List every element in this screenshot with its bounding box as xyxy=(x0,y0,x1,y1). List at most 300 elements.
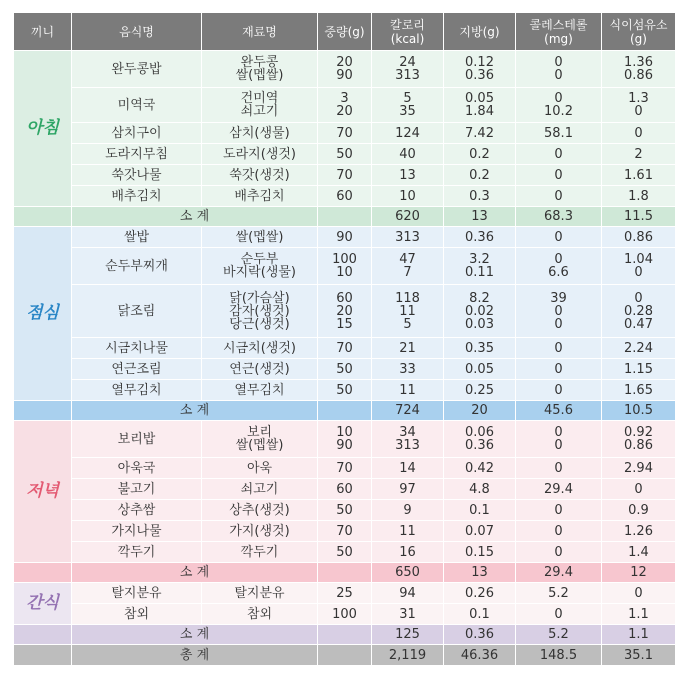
subtotal-fiber: 12 xyxy=(602,563,676,583)
subtotal-empty xyxy=(14,401,72,421)
ingredient-cell xyxy=(202,186,318,207)
ingredient-line: 바지락(생물) xyxy=(223,265,296,280)
fiber-cell xyxy=(602,88,676,123)
food-name: 쑥갓나물 xyxy=(72,165,202,186)
subtotal-row xyxy=(14,563,676,583)
fiber-value: 0.86 xyxy=(624,229,653,245)
fat-value: 0.07 xyxy=(465,523,494,539)
table-row xyxy=(14,421,676,458)
subtotal-label: 소 계 xyxy=(72,625,318,645)
calories-cell xyxy=(372,542,444,563)
ingredient-line: 참외 xyxy=(246,606,273,622)
fat-cell xyxy=(444,521,516,542)
ingredient-cell xyxy=(202,227,318,248)
weight-cell xyxy=(318,51,372,88)
ingredient-cell xyxy=(202,359,318,380)
fat-value: 0.1 xyxy=(469,606,490,622)
weight-cell xyxy=(318,186,372,207)
fiber-value: 2.94 xyxy=(624,460,653,476)
weight-cell xyxy=(318,521,372,542)
ingredient-line: 완두콩 xyxy=(240,55,279,70)
food-name: 가지나물 xyxy=(72,521,202,542)
table-row xyxy=(14,88,676,123)
fiber-value: 0 xyxy=(634,585,643,601)
cholesterol-value: 0 xyxy=(554,438,563,453)
meal-label xyxy=(14,227,72,401)
fat-value: 0.12 xyxy=(465,55,494,70)
calories-cell xyxy=(372,88,444,123)
fiber-cell xyxy=(602,583,676,604)
fiber-value: 1.4 xyxy=(628,544,649,560)
weight-value: 70 xyxy=(336,167,353,183)
weight-cell xyxy=(318,248,372,285)
fiber-value: 1.65 xyxy=(624,382,653,398)
fiber-cell xyxy=(602,123,676,144)
subtotal-label: 소 계 xyxy=(72,401,318,421)
ingredient-line: 깍두기 xyxy=(240,544,279,560)
table-row xyxy=(14,338,676,359)
meal-name: 점심 xyxy=(26,303,59,323)
subtotal-cholesterol: 45.6 xyxy=(516,401,602,421)
food-name: 아욱국 xyxy=(72,458,202,479)
weight-value: 70 xyxy=(336,340,353,356)
calories-value: 35 xyxy=(399,104,416,119)
subtotal-fiber: 10.5 xyxy=(602,401,676,421)
ingredient-line: 배추김치 xyxy=(234,188,285,204)
food-name: 완두콩밥 xyxy=(72,51,202,88)
meal-name: 저녁 xyxy=(26,481,59,501)
weight-cell xyxy=(318,88,372,123)
ingredient-line: 가지(생것) xyxy=(229,523,290,539)
fat-cell xyxy=(444,583,516,604)
calories-cell xyxy=(372,421,444,458)
table-row xyxy=(14,542,676,563)
fat-value: 0.06 xyxy=(465,425,494,440)
ingredient-cell xyxy=(202,521,318,542)
weight-value: 50 xyxy=(336,361,353,377)
fiber-cell xyxy=(602,227,676,248)
calories-value: 5 xyxy=(403,316,412,332)
subtotal-row xyxy=(14,625,676,645)
ingredient-line: 도라지(생것) xyxy=(223,146,296,162)
cholesterol-value: 0 xyxy=(554,316,563,332)
cholesterol-value: 29.4 xyxy=(544,481,573,497)
ingredient-line: 연근(생것) xyxy=(229,361,290,377)
weight-value: 90 xyxy=(336,229,353,245)
weight-value: 50 xyxy=(336,544,353,560)
cholesterol-cell xyxy=(516,583,602,604)
subtotal-calories: 650 xyxy=(372,563,444,583)
table-row xyxy=(14,500,676,521)
cholesterol-cell xyxy=(516,380,602,401)
calories-value: 34 xyxy=(399,425,416,440)
food-name: 참외 xyxy=(72,604,202,625)
cholesterol-value: 0 xyxy=(554,68,563,83)
subtotal-fiber: 11.5 xyxy=(602,207,676,227)
weight-value: 20 xyxy=(336,303,353,319)
weight-value: 50 xyxy=(336,382,353,398)
subtotal-cholesterol: 68.3 xyxy=(516,207,602,227)
weight-value: 60 xyxy=(336,188,353,204)
ingredient-cell xyxy=(202,583,318,604)
fiber-value: 1.15 xyxy=(624,361,653,377)
cholesterol-cell xyxy=(516,248,602,285)
cholesterol-value: 58.1 xyxy=(544,125,573,141)
fat-value: 4.8 xyxy=(469,481,490,497)
subtotal-label: 소 계 xyxy=(72,563,318,583)
weight-cell xyxy=(318,359,372,380)
calories-value: 33 xyxy=(399,361,416,377)
calories-cell xyxy=(372,338,444,359)
ingredient-line: 쇠고기 xyxy=(240,104,279,119)
fiber-value: 1.61 xyxy=(624,167,653,183)
weight-value: 15 xyxy=(336,316,353,332)
cholesterol-cell xyxy=(516,521,602,542)
fat-cell xyxy=(444,500,516,521)
subtotal-fat: 20 xyxy=(444,401,516,421)
table-row xyxy=(14,186,676,207)
header-row xyxy=(14,13,676,51)
fiber-value: 1.36 xyxy=(624,55,653,70)
fiber-cell xyxy=(602,51,676,88)
ingredient-line: 보리 xyxy=(246,425,273,440)
fiber-cell xyxy=(602,421,676,458)
fiber-value: 0 xyxy=(634,265,643,280)
ingredient-cell xyxy=(202,123,318,144)
weight-cell xyxy=(318,380,372,401)
cholesterol-value: 0 xyxy=(554,303,563,319)
weight-value: 60 xyxy=(336,481,353,497)
fat-cell xyxy=(444,359,516,380)
weight-cell xyxy=(318,227,372,248)
subtotal-weight-empty xyxy=(318,207,372,227)
table-row xyxy=(14,51,676,88)
cholesterol-value: 0 xyxy=(554,606,563,622)
food-name: 불고기 xyxy=(72,479,202,500)
ingredient-line: 건미역 xyxy=(240,91,279,106)
cholesterol-value: 5.2 xyxy=(548,585,569,601)
cholesterol-value: 0 xyxy=(554,523,563,539)
total-cholesterol: 148.5 xyxy=(516,645,602,666)
cholesterol-value: 0 xyxy=(554,146,563,162)
ingredient-cell xyxy=(202,380,318,401)
cholesterol-cell xyxy=(516,51,602,88)
food-name: 깍두기 xyxy=(72,542,202,563)
cholesterol-value: 0 xyxy=(554,425,563,440)
total-row xyxy=(14,645,676,666)
food-name: 탈지분유 xyxy=(72,583,202,604)
ingredient-cell xyxy=(202,458,318,479)
calories-value: 124 xyxy=(395,125,420,141)
header-meal: 끼니 xyxy=(14,13,72,51)
weight-cell xyxy=(318,165,372,186)
ingredient-cell xyxy=(202,421,318,458)
header-ingredient: 재료명 xyxy=(202,13,318,51)
cholesterol-cell xyxy=(516,123,602,144)
fat-value: 0.25 xyxy=(465,382,494,398)
weight-value: 70 xyxy=(336,523,353,539)
subtotal-cholesterol: 29.4 xyxy=(516,563,602,583)
cholesterol-cell xyxy=(516,88,602,123)
subtotal-fat: 0.36 xyxy=(444,625,516,645)
cholesterol-cell xyxy=(516,359,602,380)
nutrition-table xyxy=(13,13,676,666)
cholesterol-cell xyxy=(516,542,602,563)
weight-cell xyxy=(318,542,372,563)
ingredient-cell xyxy=(202,500,318,521)
calories-value: 11 xyxy=(399,523,416,539)
calories-value: 13 xyxy=(399,167,416,183)
cholesterol-value: 0 xyxy=(554,340,563,356)
weight-value: 50 xyxy=(336,146,353,162)
fat-cell xyxy=(444,51,516,88)
ingredient-line: 쌀(멥쌀) xyxy=(235,438,284,453)
fiber-cell xyxy=(602,380,676,401)
fiber-cell xyxy=(602,359,676,380)
calories-value: 14 xyxy=(399,460,416,476)
calories-cell xyxy=(372,227,444,248)
header-weight: 중량(g) xyxy=(318,13,372,51)
cholesterol-value: 0 xyxy=(554,502,563,518)
calories-cell xyxy=(372,186,444,207)
calories-cell xyxy=(372,458,444,479)
cholesterol-value: 0 xyxy=(554,460,563,476)
ingredient-line: 삼치(생물) xyxy=(229,125,290,141)
fiber-value: 2 xyxy=(634,146,643,162)
weight-cell xyxy=(318,285,372,338)
table-row xyxy=(14,248,676,285)
fat-cell xyxy=(444,338,516,359)
weight-value: 25 xyxy=(336,585,353,601)
fiber-cell xyxy=(602,604,676,625)
fat-value: 0.03 xyxy=(465,316,494,332)
table-row xyxy=(14,285,676,338)
subtotal-fiber: 1.1 xyxy=(602,625,676,645)
calories-cell xyxy=(372,521,444,542)
fiber-cell xyxy=(602,521,676,542)
calories-value: 9 xyxy=(403,502,412,518)
calories-value: 313 xyxy=(395,438,420,453)
fiber-value: 0.86 xyxy=(624,438,653,453)
fiber-cell xyxy=(602,479,676,500)
fat-value: 0.35 xyxy=(465,340,494,356)
total-fiber: 35.1 xyxy=(602,645,676,666)
food-name: 보리밥 xyxy=(72,421,202,458)
fat-value: 3.2 xyxy=(469,252,490,267)
weight-value: 100 xyxy=(332,252,357,267)
calories-cell xyxy=(372,604,444,625)
ingredient-cell xyxy=(202,338,318,359)
fat-cell xyxy=(444,144,516,165)
weight-value: 10 xyxy=(336,265,353,280)
fiber-value: 0.9 xyxy=(628,502,649,518)
calories-value: 21 xyxy=(399,340,416,356)
cholesterol-value: 0 xyxy=(554,91,563,106)
calories-cell xyxy=(372,123,444,144)
cholesterol-value: 39 xyxy=(550,290,567,306)
food-name: 연근조림 xyxy=(72,359,202,380)
meal-name: 간식 xyxy=(26,593,59,613)
fiber-value: 0 xyxy=(634,290,643,306)
calories-cell xyxy=(372,285,444,338)
fiber-cell xyxy=(602,458,676,479)
total-empty xyxy=(14,645,72,666)
header-fiber: 식이섬유소(g) xyxy=(602,13,676,51)
calories-cell xyxy=(372,479,444,500)
ingredient-cell xyxy=(202,51,318,88)
calories-value: 24 xyxy=(399,55,416,70)
table-row xyxy=(14,521,676,542)
cholesterol-value: 0 xyxy=(554,361,563,377)
food-name: 시금치나물 xyxy=(72,338,202,359)
calories-cell xyxy=(372,144,444,165)
fiber-cell xyxy=(602,165,676,186)
header-fat: 지방(g) xyxy=(444,13,516,51)
fat-value: 0.2 xyxy=(469,167,490,183)
cholesterol-cell xyxy=(516,604,602,625)
cholesterol-value: 10.2 xyxy=(544,104,573,119)
meal-name: 아침 xyxy=(26,118,59,138)
nutrition-table-container xyxy=(13,13,675,666)
fat-cell xyxy=(444,227,516,248)
weight-cell xyxy=(318,500,372,521)
cholesterol-cell xyxy=(516,421,602,458)
ingredient-cell xyxy=(202,165,318,186)
weight-value: 20 xyxy=(336,104,353,119)
weight-value: 60 xyxy=(336,290,353,306)
table-row xyxy=(14,458,676,479)
cholesterol-value: 0 xyxy=(554,167,563,183)
ingredient-line: 쇠고기 xyxy=(240,481,279,497)
cholesterol-cell xyxy=(516,186,602,207)
table-row xyxy=(14,583,676,604)
meal-label xyxy=(14,421,72,563)
ingredient-line: 상추(생것) xyxy=(229,502,290,518)
fiber-value: 0 xyxy=(634,104,643,119)
ingredient-cell xyxy=(202,248,318,285)
subtotal-weight-empty xyxy=(318,401,372,421)
subtotal-label: 소 계 xyxy=(72,207,318,227)
fiber-value: 2.24 xyxy=(624,340,653,356)
weight-value: 90 xyxy=(336,438,353,453)
calories-value: 31 xyxy=(399,606,416,622)
calories-value: 313 xyxy=(395,68,420,83)
cholesterol-cell xyxy=(516,458,602,479)
subtotal-fat: 13 xyxy=(444,207,516,227)
fat-cell xyxy=(444,248,516,285)
fat-cell xyxy=(444,186,516,207)
table-row xyxy=(14,359,676,380)
calories-value: 10 xyxy=(399,188,416,204)
cholesterol-value: 0 xyxy=(554,188,563,204)
ingredient-line: 쌀(멥쌀) xyxy=(235,68,284,83)
fat-value: 0.42 xyxy=(465,460,494,476)
cholesterol-cell xyxy=(516,479,602,500)
fiber-cell xyxy=(602,285,676,338)
weight-value: 70 xyxy=(336,125,353,141)
total-calories: 2,119 xyxy=(372,645,444,666)
food-name: 도라지무침 xyxy=(72,144,202,165)
fiber-value: 1.04 xyxy=(624,252,653,267)
ingredient-line: 순두부 xyxy=(240,252,279,267)
cholesterol-cell xyxy=(516,144,602,165)
ingredient-line: 탈지분유 xyxy=(234,585,285,601)
table-row xyxy=(14,123,676,144)
fiber-cell xyxy=(602,338,676,359)
calories-cell xyxy=(372,500,444,521)
table-row xyxy=(14,380,676,401)
calories-value: 7 xyxy=(403,265,412,280)
weight-value: 50 xyxy=(336,502,353,518)
meal-label xyxy=(14,51,72,207)
fat-value: 0.36 xyxy=(465,229,494,245)
ingredient-line: 당근(생것) xyxy=(229,316,290,332)
fiber-value: 1.26 xyxy=(624,523,653,539)
cholesterol-cell xyxy=(516,227,602,248)
calories-value: 40 xyxy=(399,146,416,162)
fat-value: 0.3 xyxy=(469,188,490,204)
fat-value: 1.84 xyxy=(465,104,494,119)
ingredient-cell xyxy=(202,88,318,123)
cholesterol-value: 0 xyxy=(554,55,563,70)
ingredient-line: 열무김치 xyxy=(234,382,285,398)
cholesterol-cell xyxy=(516,500,602,521)
ingredient-line: 쑥갓(생것) xyxy=(229,167,290,183)
food-name: 닭조림 xyxy=(72,285,202,338)
weight-value: 90 xyxy=(336,68,353,83)
ingredient-cell xyxy=(202,604,318,625)
meal-label xyxy=(14,583,72,625)
ingredient-line: 닭(가슴살) xyxy=(229,290,290,306)
calories-cell xyxy=(372,248,444,285)
fat-cell xyxy=(444,421,516,458)
weight-value: 20 xyxy=(336,55,353,70)
fiber-value: 0.92 xyxy=(624,425,653,440)
fiber-value: 0.47 xyxy=(624,316,653,332)
calories-value: 11 xyxy=(399,303,416,319)
fat-cell xyxy=(444,458,516,479)
ingredient-cell xyxy=(202,144,318,165)
fat-value: 0.36 xyxy=(465,68,494,83)
subtotal-calories: 620 xyxy=(372,207,444,227)
subtotal-calories: 125 xyxy=(372,625,444,645)
table-row xyxy=(14,165,676,186)
fat-cell xyxy=(444,380,516,401)
subtotal-empty xyxy=(14,563,72,583)
calories-value: 94 xyxy=(399,585,416,601)
weight-value: 100 xyxy=(332,606,357,622)
fiber-cell xyxy=(602,500,676,521)
ingredient-cell xyxy=(202,479,318,500)
fat-cell xyxy=(444,542,516,563)
weight-cell xyxy=(318,458,372,479)
subtotal-empty xyxy=(14,207,72,227)
fiber-value: 0.28 xyxy=(624,303,653,319)
weight-value: 10 xyxy=(336,425,353,440)
fat-value: 0.02 xyxy=(465,303,494,319)
weight-value: 70 xyxy=(336,460,353,476)
subtotal-fat: 13 xyxy=(444,563,516,583)
fiber-cell xyxy=(602,144,676,165)
cholesterol-value: 6.6 xyxy=(548,265,569,280)
fiber-value: 0 xyxy=(634,125,643,141)
fiber-cell xyxy=(602,542,676,563)
fat-value: 0.05 xyxy=(465,91,494,106)
fat-value: 0.2 xyxy=(469,146,490,162)
subtotal-weight-empty xyxy=(318,625,372,645)
calories-value: 313 xyxy=(395,229,420,245)
fiber-value: 0 xyxy=(634,481,643,497)
